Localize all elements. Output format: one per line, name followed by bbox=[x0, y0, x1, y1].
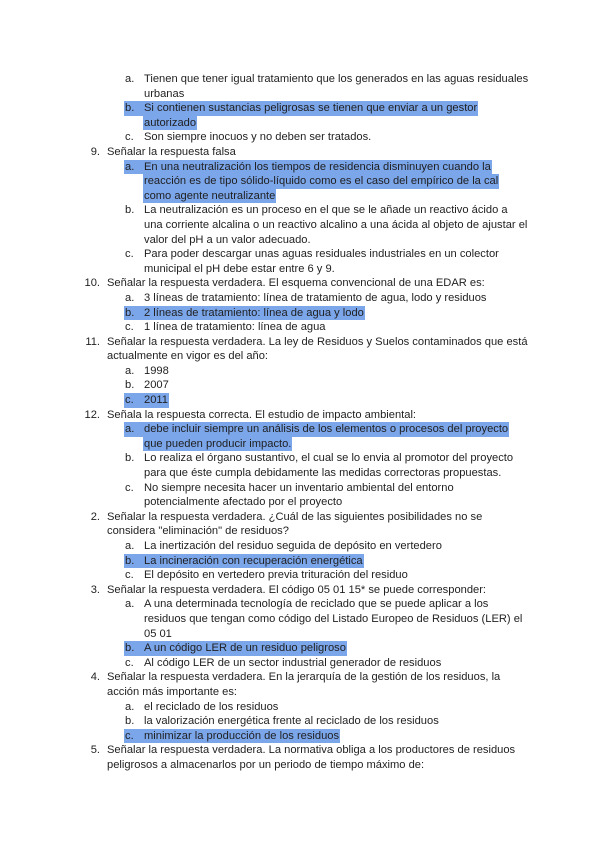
option-letter: a. bbox=[125, 540, 135, 552]
option-c bbox=[0, 481, 600, 510]
question-9 bbox=[0, 145, 600, 276]
option-line bbox=[0, 714, 600, 729]
highlight-span bbox=[124, 247, 500, 262]
option-line bbox=[0, 700, 600, 715]
option-b bbox=[0, 101, 600, 130]
question-11 bbox=[0, 335, 600, 408]
option-letter: c. bbox=[125, 481, 134, 494]
question-prompt-line bbox=[0, 670, 600, 685]
option-a bbox=[0, 597, 600, 641]
question-4 bbox=[0, 670, 600, 743]
option-line bbox=[0, 437, 600, 452]
question-prompt-text: Señalar la respuesta verdadera. La ley de Residuos y Suelos contaminados que está bbox=[107, 335, 528, 348]
option-text: como agente neutralizante bbox=[144, 189, 276, 202]
highlight-span bbox=[124, 641, 347, 656]
option-line bbox=[0, 612, 600, 627]
option-text: la valorización energética frente al reciclado de los residuos bbox=[144, 715, 439, 728]
option-line bbox=[0, 481, 600, 496]
option-letter: c. bbox=[125, 394, 134, 407]
question-3 bbox=[0, 583, 600, 671]
highlight-span bbox=[124, 451, 514, 466]
question-10 bbox=[0, 276, 600, 334]
option-text: Si contienen sustancias peligrosas se tienen que enviar a un gestor bbox=[144, 102, 478, 115]
option-line bbox=[0, 729, 600, 744]
question-prompt-text: Señalar la respuesta verdadera. ¿Cuál de las siguientes posibilidades no se bbox=[107, 510, 483, 523]
highlight-span bbox=[124, 101, 478, 116]
option-letter: a. bbox=[125, 73, 135, 85]
highlight-span bbox=[143, 466, 502, 481]
option-line bbox=[0, 627, 600, 642]
option-line bbox=[0, 641, 600, 656]
option-line bbox=[0, 291, 600, 306]
highlight-span bbox=[124, 393, 169, 408]
option-text: 05 01 bbox=[144, 627, 172, 640]
question-prompt-line bbox=[0, 758, 600, 773]
question-prompt-line bbox=[0, 685, 600, 700]
question-continued bbox=[0, 72, 600, 145]
option-text: La inertización del residuo seguida de depósito en vertedero bbox=[144, 540, 442, 552]
option-letter: b. bbox=[125, 452, 135, 465]
question-prompt-text: Señala la respuesta correcta. El estudio de impacto ambiental: bbox=[107, 408, 417, 421]
option-text: 1 línea de tratamiento: línea de agua bbox=[144, 321, 326, 334]
option-letter: b. bbox=[125, 554, 135, 567]
highlight-span bbox=[124, 700, 279, 715]
highlight-span bbox=[124, 568, 409, 583]
option-line bbox=[0, 393, 600, 408]
option-letter: a. bbox=[125, 598, 135, 611]
highlight-span bbox=[143, 262, 336, 277]
highlight-span bbox=[124, 714, 440, 729]
option-text: municipal el pH debe estar entre 6 y 9. bbox=[144, 262, 335, 275]
option-line bbox=[0, 554, 600, 569]
option-text: para que éste cumpla debidamente las medidas correctoras propuestas. bbox=[144, 467, 502, 480]
question-prompt-text: peligrosos a almacenarlos por un periodo de tiempo máximo de: bbox=[107, 758, 425, 771]
option-line bbox=[0, 378, 600, 393]
option-c bbox=[0, 320, 600, 335]
highlight-span bbox=[124, 539, 443, 554]
option-text: el reciclado de los residuos bbox=[144, 700, 279, 713]
option-text: Lo realiza el órgano sustantivo, el cual se lo envia al promotor del proyecto bbox=[144, 452, 514, 465]
option-a bbox=[0, 700, 600, 715]
highlight-span bbox=[143, 612, 523, 627]
highlight-span bbox=[124, 656, 442, 671]
option-line bbox=[0, 306, 600, 321]
option-b bbox=[0, 641, 600, 656]
option-line bbox=[0, 539, 600, 554]
highlight-span bbox=[143, 189, 276, 204]
option-letter: c. bbox=[125, 248, 134, 261]
option-text: 2011 bbox=[144, 394, 168, 407]
highlight-span bbox=[143, 174, 499, 189]
option-c bbox=[0, 729, 600, 744]
question-2 bbox=[0, 510, 600, 583]
question-prompt-line bbox=[0, 743, 600, 758]
highlight-span bbox=[124, 203, 509, 218]
option-line bbox=[0, 597, 600, 612]
highlight-span bbox=[124, 291, 487, 306]
highlight-span bbox=[124, 320, 326, 335]
option-letter: b. bbox=[125, 642, 135, 655]
option-text: A un código LER de un residuo peligroso bbox=[144, 642, 346, 655]
option-c bbox=[0, 393, 600, 408]
option-text: que pueden producir impacto. bbox=[144, 437, 292, 450]
question-number: 12. bbox=[84, 408, 100, 421]
question-number: 10. bbox=[84, 277, 100, 290]
option-text: 2007 bbox=[144, 379, 169, 392]
highlight-span bbox=[143, 627, 173, 642]
option-a bbox=[0, 291, 600, 306]
option-line bbox=[0, 451, 600, 466]
option-b bbox=[0, 378, 600, 393]
option-b bbox=[0, 714, 600, 729]
option-text: Tienen que tener igual tratamiento que los generados en las aguas residuales bbox=[144, 73, 529, 85]
option-line bbox=[0, 466, 600, 481]
highlight-span bbox=[143, 437, 292, 452]
option-text: una corriente alcalina o un reactivo alcalino a una ácida al objeto de ajustar el bbox=[144, 218, 528, 231]
option-letter: c. bbox=[125, 131, 134, 144]
option-text: 3 líneas de tratamiento: línea de tratamiento de agua, lodo y residuos bbox=[144, 291, 487, 304]
option-line bbox=[0, 130, 600, 145]
option-line bbox=[0, 87, 600, 102]
option-a bbox=[0, 72, 600, 101]
option-a bbox=[0, 364, 600, 379]
option-letter: b. bbox=[125, 204, 135, 217]
option-line bbox=[0, 422, 600, 437]
highlight-span bbox=[143, 218, 528, 233]
option-c bbox=[0, 656, 600, 671]
option-text: Para poder descargar unas aguas residuales industriales en un colector bbox=[144, 248, 499, 261]
question-number: 11. bbox=[85, 335, 100, 348]
option-line bbox=[0, 364, 600, 379]
option-text: valor del pH a un valor adecuado. bbox=[144, 233, 311, 246]
option-c bbox=[0, 130, 600, 145]
option-letter: b. bbox=[125, 306, 135, 319]
highlight-span bbox=[124, 554, 364, 569]
option-line bbox=[0, 203, 600, 218]
option-line bbox=[0, 160, 600, 175]
option-line bbox=[0, 174, 600, 189]
option-text: El depósito en vertedero previa trituración del residuo bbox=[144, 569, 408, 582]
option-line bbox=[0, 233, 600, 248]
option-text: 2 líneas de tratamiento: línea de agua y lodo bbox=[144, 306, 364, 319]
option-letter: a. bbox=[125, 291, 135, 304]
highlight-span bbox=[143, 87, 185, 102]
option-letter: a. bbox=[125, 700, 135, 713]
highlight-span bbox=[124, 160, 492, 175]
option-letter: c. bbox=[125, 569, 134, 582]
option-text: En una neutralización los tiempos de residencia disminuyen cuando la bbox=[144, 160, 491, 173]
option-a bbox=[0, 160, 600, 204]
highlight-span bbox=[124, 422, 509, 437]
question-prompt-text: Señalar la respuesta verdadera. El código 05 01 15* se puede corresponder: bbox=[107, 583, 487, 596]
option-letter: c. bbox=[125, 321, 134, 334]
option-text: 1998 bbox=[144, 364, 169, 377]
option-a bbox=[0, 539, 600, 554]
question-prompt-line bbox=[0, 524, 600, 539]
option-c bbox=[0, 247, 600, 276]
question-list bbox=[0, 72, 600, 773]
question-prompt-line bbox=[0, 145, 600, 160]
option-b bbox=[0, 203, 600, 247]
question-number: 2. bbox=[90, 510, 100, 523]
option-letter: c. bbox=[125, 729, 134, 742]
option-a bbox=[0, 422, 600, 451]
option-letter: b. bbox=[125, 102, 135, 115]
question-prompt-text: actualmente en vigor es del año: bbox=[107, 350, 269, 363]
highlight-span bbox=[124, 378, 170, 393]
question-number: 3. bbox=[90, 583, 100, 596]
highlight-span bbox=[143, 233, 312, 248]
question-prompt-line bbox=[0, 408, 600, 423]
highlight-span bbox=[143, 116, 197, 131]
option-line bbox=[0, 101, 600, 116]
option-letter: a. bbox=[125, 423, 135, 436]
question-prompt-text: acción más importante es: bbox=[107, 685, 238, 698]
option-text: No siempre necesita hacer un inventario ambiental del entorno bbox=[144, 481, 454, 494]
option-text: debe incluir siempre un análisis de los elementos o procesos del proyecto bbox=[144, 423, 509, 436]
question-prompt-line bbox=[0, 349, 600, 364]
option-line bbox=[0, 72, 600, 87]
highlight-span bbox=[124, 597, 489, 612]
option-text: autorizado bbox=[144, 116, 197, 129]
question-number: 5. bbox=[90, 744, 100, 757]
option-text: La incineración con recuperación energética bbox=[144, 554, 363, 567]
question-prompt-text: Señalar la respuesta verdadera. El esquema convencional de una EDAR es: bbox=[107, 277, 485, 290]
option-c bbox=[0, 568, 600, 583]
option-line bbox=[0, 495, 600, 510]
question-prompt-line bbox=[0, 335, 600, 350]
question-12 bbox=[0, 408, 600, 510]
option-text: potencialmente afectado por el proyecto bbox=[144, 496, 343, 509]
question-prompt-line bbox=[0, 583, 600, 598]
question-prompt-line bbox=[0, 276, 600, 291]
highlight-span bbox=[124, 130, 372, 145]
option-letter: b. bbox=[125, 715, 135, 728]
option-letter: b. bbox=[125, 379, 135, 392]
question-prompt-line bbox=[0, 510, 600, 525]
option-text: reacción es de tipo sólido-líquido como es el caso del empírico de la cal bbox=[144, 175, 499, 188]
option-text: Son siempre inocuos y no deben ser tratados. bbox=[144, 131, 372, 144]
highlight-span bbox=[124, 72, 529, 87]
option-line bbox=[0, 116, 600, 131]
highlight-span bbox=[124, 729, 340, 744]
option-text: residuos que tengan como código del Listado Europeo de Residuos (LER) el bbox=[144, 612, 523, 625]
question-prompt-text: considera "eliminación" de residuos? bbox=[107, 525, 289, 538]
option-b bbox=[0, 554, 600, 569]
option-line bbox=[0, 568, 600, 583]
question-prompt-text: Señalar la respuesta verdadera. La normativa obliga a los productores de residuos bbox=[107, 744, 516, 757]
option-line bbox=[0, 262, 600, 277]
option-letter: a. bbox=[125, 160, 135, 173]
question-number: 9. bbox=[90, 145, 100, 158]
highlight-span bbox=[124, 481, 455, 496]
option-line bbox=[0, 320, 600, 335]
question-5 bbox=[0, 743, 600, 772]
highlight-span bbox=[124, 306, 365, 321]
question-prompt-text: Señalar la respuesta verdadera. En la jerarquía de la gestión de los residuos, la bbox=[107, 671, 501, 684]
option-line bbox=[0, 189, 600, 204]
question-prompt-text: Señalar la respuesta falsa bbox=[107, 145, 236, 158]
option-text: Al código LER de un sector industrial generador de residuos bbox=[144, 656, 442, 669]
option-b bbox=[0, 306, 600, 321]
option-text: minimizar la producción de los residuos bbox=[144, 729, 340, 742]
option-text: La neutralización es un proceso en el que se le añade un reactivo ácido a bbox=[144, 204, 508, 217]
option-line bbox=[0, 247, 600, 262]
option-letter: c. bbox=[125, 656, 134, 669]
option-text: A una determinada tecnología de reciclado que se puede aplicar a los bbox=[144, 598, 489, 611]
option-b bbox=[0, 451, 600, 480]
option-line bbox=[0, 656, 600, 671]
option-text: urbanas bbox=[144, 87, 185, 100]
highlight-span bbox=[124, 364, 170, 379]
option-letter: a. bbox=[125, 364, 135, 377]
highlight-span bbox=[143, 495, 343, 510]
question-number: 4. bbox=[90, 671, 100, 684]
option-line bbox=[0, 218, 600, 233]
